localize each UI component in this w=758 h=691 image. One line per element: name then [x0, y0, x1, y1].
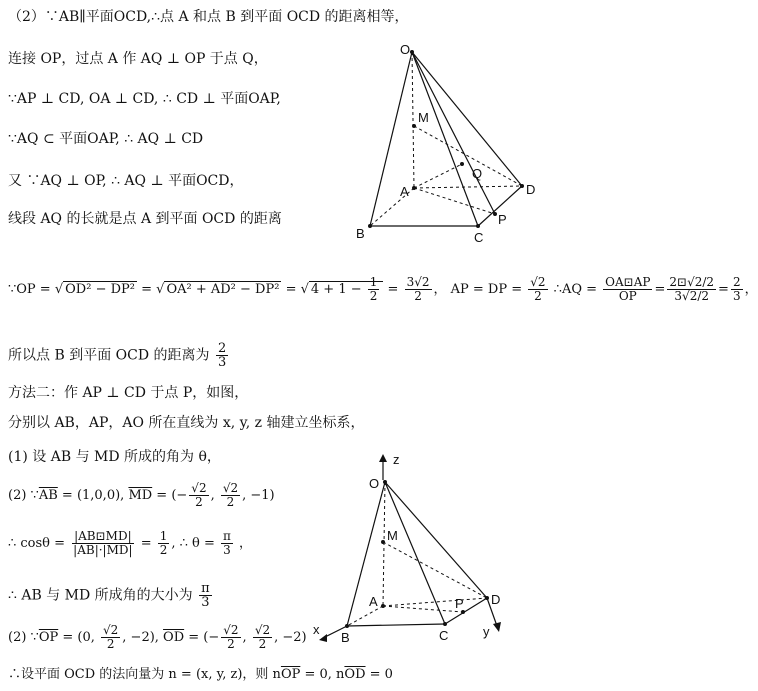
line-5: 又 ∵AQ ⊥ OP, ∴ AQ ⊥ 平面OCD，	[8, 173, 244, 189]
point-Q	[460, 162, 464, 166]
label-A: A	[400, 184, 409, 199]
frac-den: 3	[223, 543, 231, 557]
frac-den: 2	[195, 495, 203, 509]
frac-den: 2	[227, 637, 235, 651]
text: ，	[744, 282, 758, 297]
frac-num: 2⊡√2/2	[669, 275, 715, 289]
frac-den: 2	[159, 543, 168, 557]
text: , −2)	[274, 630, 307, 645]
edge-MD	[414, 126, 522, 186]
text: =	[136, 536, 156, 551]
text: ,	[242, 630, 251, 645]
text: ∴ AB 与 MD 所成角的大小为	[8, 587, 198, 604]
line-16	[8, 666, 393, 684]
radicand: OD² − DP²	[65, 282, 135, 297]
label-O: O	[369, 476, 380, 491]
point-O	[383, 480, 387, 484]
text: = (0,	[58, 630, 99, 645]
frac-den: 2	[534, 289, 542, 303]
edge-AP	[383, 606, 463, 612]
radicand: 4 + 1 −	[310, 282, 366, 297]
edge-AB	[347, 606, 383, 626]
frac-den: 3	[217, 355, 227, 370]
text: = (1,0,0),	[57, 488, 129, 503]
label-B: B	[356, 226, 365, 241]
point-M	[381, 540, 385, 544]
line-14	[8, 582, 214, 609]
point-C	[443, 622, 447, 626]
frac-den: 2	[258, 637, 267, 651]
point-D	[520, 184, 524, 188]
frac-den: 2	[369, 289, 378, 303]
text: =	[281, 282, 301, 297]
frac-den: 2	[106, 637, 115, 651]
axis-z-arrow	[379, 454, 387, 462]
label-D: D	[491, 592, 501, 607]
edge-OA	[412, 52, 414, 188]
frac-num: √2	[103, 623, 119, 637]
frac-num: 2	[732, 275, 741, 289]
line-10: 分别以 AB，AP，AO 所在直线为 x, y, z 轴建立坐标系，	[8, 415, 365, 431]
text: ,	[210, 488, 219, 503]
line-9: 方法二：作 AP ⊥ CD 于点 P，如图，	[8, 385, 249, 401]
text: ∵OP =	[8, 282, 55, 297]
line-6: 线段 AQ 的长就是点 A 到平面 OCD 的距离	[8, 211, 282, 227]
text: (2) ∵	[8, 488, 39, 503]
frac-den: 2	[414, 289, 422, 303]
text: = 0, n	[300, 667, 345, 682]
frac-num: 1	[159, 529, 168, 543]
frac-den: |AB|·|MD|	[73, 543, 133, 557]
line-1: （2）∵AB∥平面OCD,∴点 A 和点 B 到平面 OCD 的距离相等，	[8, 9, 409, 25]
label-D: D	[526, 182, 536, 197]
edge-OB	[347, 482, 385, 626]
label-x: x	[313, 622, 320, 637]
frac-num: |AB⊡MD|	[74, 529, 132, 543]
vector: $\overline{AB}$	[38, 488, 58, 503]
text: ∴AQ =	[549, 282, 602, 297]
text: ∴设平面 OCD 的法向量为 n = (x, y, z)，则 n	[8, 667, 281, 682]
text: = (−	[184, 630, 220, 645]
text: = 0	[365, 667, 393, 682]
text: =	[383, 282, 403, 297]
frac-num: √2	[530, 275, 546, 289]
edge-OD	[385, 482, 487, 598]
label-P: P	[498, 212, 507, 227]
frac-den: 2	[226, 495, 235, 509]
text: ，	[234, 536, 253, 551]
frac-num: π	[201, 581, 210, 596]
point-B	[345, 624, 349, 628]
radicand: OA² + AD² − DP²	[166, 282, 280, 297]
frac-num: √2	[222, 481, 239, 495]
line-4: ∵AQ ⊂ 平面OAP, ∴ AQ ⊥ CD	[8, 131, 204, 147]
point-M	[412, 124, 416, 128]
frac-den: OP	[618, 289, 637, 303]
text: (2) ∵	[8, 630, 39, 645]
label-C: C	[439, 628, 449, 643]
text: , −1)	[242, 488, 275, 503]
label-M: M	[387, 528, 398, 543]
point-A	[381, 604, 385, 608]
text: ∴ cosθ =	[8, 536, 70, 551]
axis-x-arrow	[319, 634, 327, 642]
line-3: ∵AP ⊥ CD, OA ⊥ CD, ∴ CD ⊥ 平面OAP,	[8, 91, 281, 107]
frac-num: √2	[223, 623, 239, 637]
vector: $\overline{MD}$	[128, 488, 153, 503]
frac-den: 3	[201, 595, 210, 610]
frac-num: 3√2	[406, 275, 430, 289]
edge-MD	[383, 542, 487, 598]
label-P: P	[455, 596, 464, 611]
frac-den: 3	[732, 289, 741, 303]
frac-num: OA⊡AP	[605, 275, 651, 289]
vector: $\overline{OD}$	[163, 630, 185, 645]
label-Q: Q	[472, 166, 483, 181]
pyramid-figure-1	[350, 38, 550, 248]
text: ， AP = DP =	[433, 282, 527, 297]
vector: $\overline{OP}$	[38, 630, 59, 645]
line-2: 连接 OP，过点 A 作 AQ ⊥ OP 于点 Q，	[8, 51, 268, 67]
label-O: O	[400, 42, 411, 57]
text: , ∴ θ =	[171, 536, 220, 551]
text: 所以点 B 到平面 OCD 的距离为	[8, 347, 214, 364]
edge-AP	[414, 188, 495, 214]
frac-num: 2	[217, 341, 227, 356]
frac-num: √2	[254, 623, 271, 637]
edge-BC	[347, 624, 445, 626]
label-B: B	[341, 630, 350, 645]
edge-OB	[370, 52, 412, 226]
label-C: C	[474, 230, 484, 245]
line-8	[8, 342, 230, 369]
label-A: A	[369, 594, 378, 609]
point-O	[410, 50, 414, 54]
edge-AD	[414, 186, 522, 188]
text: , −2),	[122, 630, 164, 645]
point-P	[493, 212, 497, 216]
line-11: (1) 设 AB 与 MD 所成的角为 θ，	[8, 449, 221, 465]
line-12	[8, 482, 275, 509]
line-13	[8, 530, 252, 557]
edge-AQ	[414, 164, 462, 188]
pyramid-figure-2	[305, 450, 520, 650]
point-C	[476, 224, 480, 228]
line-7-formula: ∵OP = √ OD² − DP² = √ OA² + AD² − DP² = √ 4 + 1 − $\frac{1}{2}$ = $\frac{3√2}{2}$ ， AP = DP = $\frac{√2}{2}$ ∴AQ = $\frac{OA⊡AP}{OP}$ = $\frac{2⊡√2/2}{3√2/2}$ = $\frac{2}{3}$ ，	[8, 275, 758, 303]
label-z: z	[393, 452, 400, 467]
edge-OP	[412, 52, 495, 214]
frac-num: 1	[369, 275, 378, 289]
text: =	[136, 282, 157, 297]
vector: $\overline{OP}$	[280, 667, 301, 682]
edge-OA	[383, 482, 385, 606]
point-D	[485, 596, 489, 600]
frac-num: √2	[191, 481, 207, 495]
line-15	[8, 624, 307, 651]
text: = (−	[152, 488, 188, 503]
label-M: M	[418, 110, 429, 125]
frac-den: 3√2/2	[674, 289, 709, 303]
axis-y-arrow	[493, 622, 501, 632]
edge-OC	[412, 52, 478, 226]
edge-OC	[385, 482, 445, 624]
frac-num: π	[223, 529, 231, 543]
point-B	[368, 224, 372, 228]
label-y: y	[483, 624, 490, 639]
vector: $\overline{OD}$	[344, 667, 366, 682]
point-A	[412, 186, 416, 190]
